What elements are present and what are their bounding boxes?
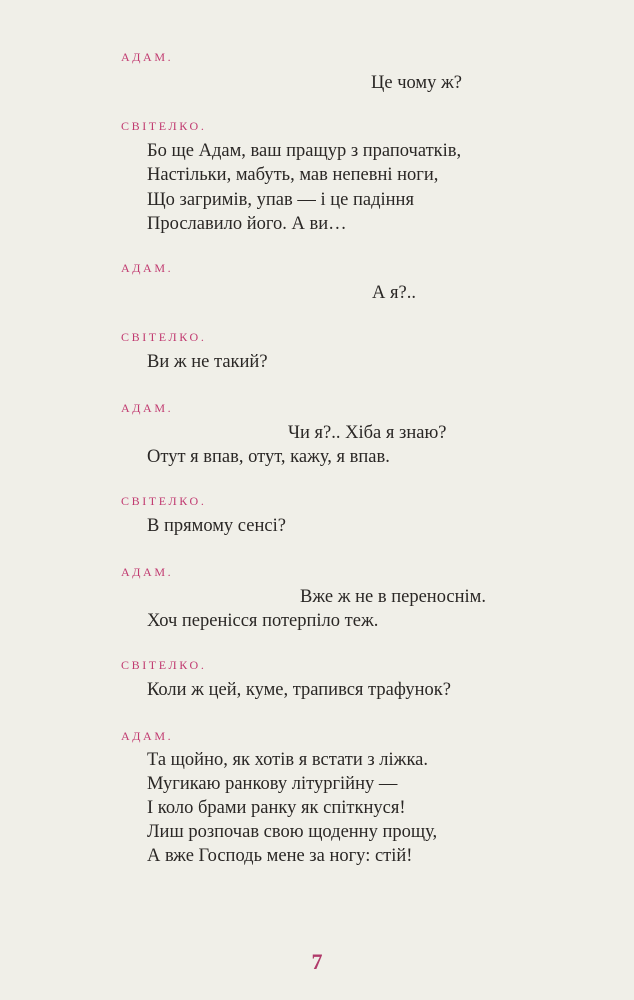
- verse-line: Та щойно, як хотів я встати з ліжка.: [147, 750, 428, 770]
- verse-line: А я?..: [372, 283, 416, 303]
- verse-line: Отут я впав, отут, кажу, я впав.: [147, 447, 390, 467]
- verse-line: Чи я?.. Хіба я знаю?: [288, 423, 447, 443]
- verse-line: Це чому ж?: [371, 73, 462, 93]
- speaker-label: СВІТЕЛКО.: [121, 330, 207, 344]
- speaker-label: СВІТЕЛКО.: [121, 119, 207, 133]
- verse-line: Вже ж не в переноснім.: [300, 587, 486, 607]
- verse-line: В прямому сенсі?: [147, 516, 286, 536]
- verse-line: Що загримів, упав — і це падіння: [147, 190, 414, 210]
- verse-line: Бо ще Адам, ваш пращур з прапочатків,: [147, 141, 462, 161]
- verse-line: Настільки, мабуть, мав непевні ноги,: [147, 165, 439, 185]
- speaker-label: СВІТЕЛКО.: [121, 658, 207, 672]
- speaker-label: СВІТЕЛКО.: [121, 494, 207, 508]
- speaker-label: АДАМ.: [121, 729, 174, 743]
- speaker-label: АДАМ.: [121, 401, 174, 415]
- speaker-label: АДАМ.: [121, 565, 174, 579]
- verse-line: І коло брами ранку як спіткнуся!: [147, 798, 406, 818]
- verse-line: Лиш розпочав свою щоденну прощу,: [147, 822, 438, 842]
- verse-line: Мугикаю ранкову літургійну —: [147, 774, 398, 794]
- verse-line: Прославило його. А ви…: [147, 214, 347, 234]
- verse-line: А вже Господь мене за ногу: стій!: [147, 846, 413, 866]
- page-number: 7: [311, 949, 323, 974]
- verse-line: Ви ж не такий?: [147, 352, 268, 372]
- speaker-label: АДАМ.: [121, 50, 174, 64]
- verse-line: Хоч перенісся потерпіло теж.: [147, 611, 379, 631]
- verse-line: Коли ж цей, куме, трапився трафунок?: [147, 680, 451, 700]
- speaker-label: АДАМ.: [121, 261, 174, 275]
